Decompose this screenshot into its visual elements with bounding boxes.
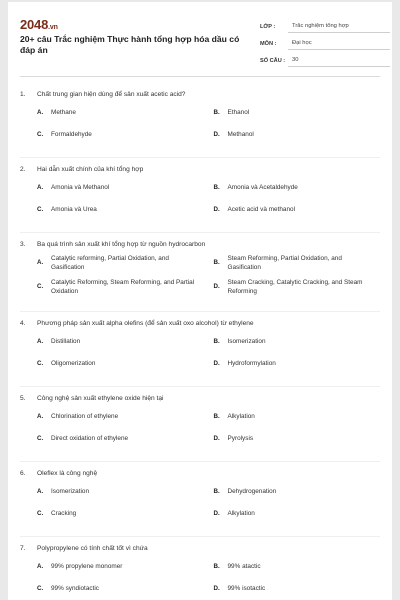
question-header: [20, 537, 380, 555]
question-number: 2.: [20, 165, 26, 173]
logo-suffix: .vn: [48, 24, 58, 31]
answer-option[interactable]: [37, 275, 204, 299]
option-letter: C.: [37, 205, 44, 213]
option-letter: D.: [213, 130, 220, 138]
option-letter: B.: [213, 183, 220, 191]
question-header: [20, 83, 380, 101]
option-letter: D.: [213, 283, 220, 291]
answer-option[interactable]: [214, 123, 381, 145]
answer-option[interactable]: [37, 502, 204, 524]
answer-option[interactable]: [214, 198, 381, 220]
question-number: 4.: [20, 319, 26, 327]
option-letter: B.: [213, 108, 220, 116]
question-number: 6.: [20, 469, 26, 477]
answer-option[interactable]: [37, 330, 204, 352]
question-text: Polypropylene có tính chất tốt vì chứa: [37, 544, 148, 552]
option-letter: C.: [37, 584, 44, 592]
option-text: Catalytic reforming, Partial Oxidation, and Gasification: [51, 254, 169, 271]
option-letter: B.: [213, 259, 220, 267]
question-text: Chất trung gian hiện dùng để sản xuất acetic acid?: [37, 90, 186, 98]
question-header: [20, 462, 380, 480]
answer-option[interactable]: [214, 352, 381, 374]
answer-option[interactable]: [214, 251, 381, 275]
answer-options: [20, 251, 380, 299]
question-number: 7.: [20, 544, 26, 552]
option-text: 99% syndiotactic: [51, 584, 99, 592]
question-header: [20, 233, 380, 251]
option-text: Formaldehyde: [51, 130, 92, 138]
question-text: Hai dẫn xuất chính của khí tổng hợp: [37, 165, 144, 173]
question-item: [20, 83, 380, 158]
answer-options: [20, 555, 380, 599]
answer-option[interactable]: [214, 480, 381, 502]
answer-option[interactable]: [214, 427, 381, 449]
option-letter: C.: [37, 509, 44, 517]
answer-option[interactable]: [37, 555, 204, 577]
option-text: 99% propylene monomer: [51, 562, 123, 570]
option-text: Chlorination of ethylene: [51, 412, 119, 420]
answer-options: [20, 176, 380, 220]
option-text: Methanol: [227, 130, 254, 138]
answer-option[interactable]: [37, 480, 204, 502]
answer-option[interactable]: [37, 352, 204, 374]
option-letter: B.: [213, 337, 220, 345]
option-text: Pyrolysis: [227, 434, 254, 442]
question-item: [20, 462, 380, 537]
option-text: 99% isotactic: [227, 584, 266, 592]
answer-option[interactable]: [214, 275, 381, 299]
meta-label: SỐ CÂU :: [260, 58, 286, 64]
meta-class-row: [260, 16, 390, 33]
option-text: Hydroformylation: [227, 359, 276, 367]
option-text: Ethanol: [227, 108, 250, 116]
option-letter: A.: [37, 412, 44, 420]
answer-option[interactable]: [214, 405, 381, 427]
answer-option[interactable]: [37, 405, 204, 427]
meta-count-row: [260, 50, 390, 67]
question-text: Ba quá trình sản xuất khí tổng hợp từ nguồn hydrocarbon: [37, 240, 206, 248]
option-letter: A.: [37, 337, 44, 345]
option-letter: C.: [37, 130, 44, 138]
option-letter: C.: [37, 359, 44, 367]
question-text: Phương pháp sản xuất alpha olefins (để sản xuất oxo alcohol) từ ethylene: [37, 319, 254, 327]
option-text: Oligomerization: [51, 359, 96, 367]
option-letter: A.: [37, 562, 44, 570]
answer-options: [20, 405, 380, 449]
document-page: [8, 2, 392, 600]
option-letter: C.: [37, 283, 44, 291]
logo-text: 2048: [20, 17, 49, 32]
question-header: [20, 387, 380, 405]
option-letter: B.: [213, 412, 220, 420]
question-number: 5.: [20, 394, 26, 402]
option-text: Cracking: [51, 509, 77, 517]
option-text: Isomerization: [227, 337, 266, 345]
option-letter: D.: [213, 205, 220, 213]
option-text: Direct oxidation of ethylene: [51, 434, 129, 442]
site-logo[interactable]: [20, 17, 58, 32]
option-letter: B.: [213, 562, 220, 570]
question-item: [20, 233, 380, 312]
meta-value: Đại học: [288, 40, 390, 50]
option-text: Methane: [51, 108, 76, 116]
option-letter: D.: [213, 584, 220, 592]
option-letter: D.: [213, 359, 220, 367]
option-text: 99% atactic: [227, 562, 261, 570]
option-letter: D.: [213, 509, 220, 517]
option-letter: A.: [37, 259, 44, 267]
question-number: 3.: [20, 240, 26, 248]
option-text: Isomerization: [51, 487, 90, 495]
answer-option[interactable]: [37, 427, 204, 449]
question-item: [20, 158, 380, 233]
question-item: [20, 387, 380, 462]
answer-option[interactable]: [37, 176, 204, 198]
meta-label: LỚP :: [260, 24, 276, 30]
question-number: 1.: [20, 90, 26, 98]
answer-option[interactable]: [214, 502, 381, 524]
option-text: Distillation: [51, 337, 81, 345]
question-header: [20, 158, 380, 176]
answer-options: [20, 480, 380, 524]
document-title: 20+ câu Trắc nghiệm Thực hành tổng hợp hóa dầu có đáp án: [20, 34, 240, 55]
option-text: Amonia và Methanol: [51, 183, 110, 191]
document-header: [20, 2, 380, 76]
answer-options: [20, 101, 380, 145]
option-letter: A.: [37, 487, 44, 495]
answer-option[interactable]: [37, 123, 204, 145]
option-text: Alkylation: [227, 412, 255, 420]
meta-value: Trắc nghiệm tổng hợp: [288, 23, 390, 33]
question-item: [20, 537, 380, 600]
option-text: Acetic acid và methanol: [227, 205, 295, 213]
question-list: [20, 77, 380, 600]
answer-option[interactable]: [37, 577, 204, 599]
option-text: Amonia và Acetaldehyde: [227, 183, 298, 191]
option-letter: B.: [213, 487, 220, 495]
option-text: Steam Reforming, Partial Oxidation, and Gasification: [227, 254, 342, 271]
question-text: Công nghệ sản xuất ethylene oxide hiện tại: [37, 394, 164, 402]
document-meta: [260, 16, 390, 67]
option-text: Dehydrogenation: [227, 487, 277, 495]
answer-option[interactable]: [214, 577, 381, 599]
answer-option[interactable]: [214, 101, 381, 123]
answer-options: [20, 330, 380, 374]
question-text: Oleflex là công nghệ: [37, 469, 98, 477]
meta-value: 30: [288, 57, 390, 67]
answer-option[interactable]: [214, 555, 381, 577]
option-letter: D.: [213, 434, 220, 442]
answer-option[interactable]: [37, 101, 204, 123]
option-letter: C.: [37, 434, 44, 442]
answer-option[interactable]: [37, 198, 204, 220]
option-text: Steam Cracking, Catalytic Cracking, and Steam Reforming: [227, 278, 363, 295]
meta-subject-row: [260, 33, 390, 50]
option-text: Amonia và Urea: [51, 205, 97, 213]
option-text: Catalytic Reforming, Steam Reforming, and Partial Oxidation: [51, 278, 195, 295]
option-text: Alkylation: [227, 509, 255, 517]
question-header: [20, 312, 380, 330]
answer-option[interactable]: [214, 330, 381, 352]
option-letter: A.: [37, 183, 44, 191]
meta-label: MÔN :: [260, 41, 277, 47]
answer-option[interactable]: [214, 176, 381, 198]
option-letter: A.: [37, 108, 44, 116]
question-item: [20, 312, 380, 387]
answer-option[interactable]: [37, 251, 204, 275]
